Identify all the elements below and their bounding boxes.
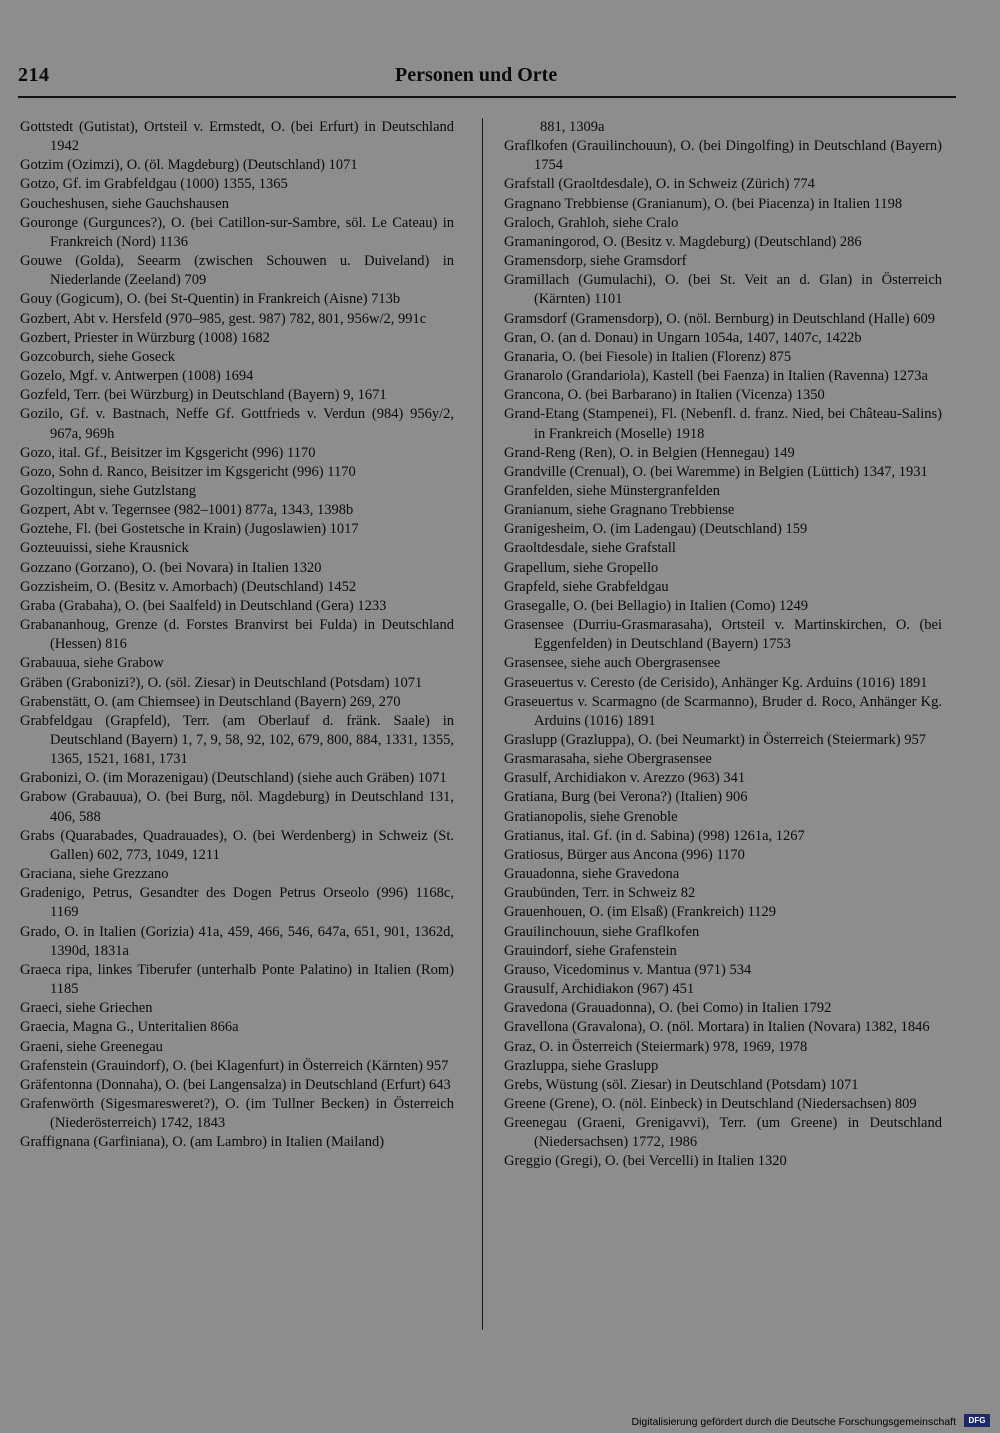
index-entry: Greene (Grene), O. (nöl. Einbeck) in Deutschland (Niedersachsen) 809 [504, 1095, 917, 1112]
index-entry: Graloch, Grahloh, siehe Cralo [504, 214, 679, 231]
index-entry: Granaria, O. (bei Fiesole) in Italien (Florenz) 875 [504, 348, 792, 365]
index-entry: Greenegau (Graeni, Grenigavvi), Terr. (um Greene) in Deutschland (Niedersachsen) 1772, 1986 [504, 1115, 942, 1151]
digitization-credit: Digitalisierung gefördert durch die Deutsche Forschungsgemeinschaft [631, 1416, 956, 1428]
header-rule [18, 96, 956, 98]
index-entry: Graffignana (Garfiniana), O. (am Lambro) in Italien (Mailand) [20, 1134, 385, 1151]
index-entry: Graecia, Magna G., Unteritalien 866a [20, 1019, 239, 1036]
column-divider [482, 118, 483, 1330]
index-entry: Gouy (Gogicum), O. (bei St-Quentin) in Frankreich (Aisne) 713b [20, 291, 401, 308]
index-entry: Gottstedt (Gutistat), Ortsteil v. Ermstedt, O. (bei Erfurt) in Deutschland 1942 [20, 119, 454, 155]
index-entry: Grazluppa, siehe Graslupp [504, 1057, 659, 1074]
index-entry: Graeci, siehe Griechen [20, 1000, 153, 1017]
index-entry: Gozoltingun, siehe Gutzlstang [20, 482, 196, 499]
index-entry: Granianum, siehe Gragnano Trebbiense [504, 502, 735, 519]
index-entry: Gräfentonna (Donnaha), O. (bei Langensalza) in Deutschland (Erfurt) 643 [20, 1076, 451, 1093]
index-entry: Greggio (Gregi), O. (bei Vercelli) in Italien 1320 [504, 1153, 787, 1170]
index-entry: Graubünden, Terr. in Schweiz 82 [504, 885, 696, 902]
index-entry: Grebs, Wüstung (söl. Ziesar) in Deutschland (Potsdam) 1071 [504, 1076, 859, 1093]
index-entry: Gotzim (Ozimzi), O. (öl. Magdeburg) (Deutschland) 1071 [20, 157, 358, 174]
index-entry: Grausulf, Archidiakon (967) 451 [504, 981, 695, 998]
index-entry: Graoltdesdale, siehe Grafstall [504, 540, 676, 557]
index-entry: Gramsdorf (Gramensdorp), O. (nöl. Bernburg) in Deutschland (Halle) 609 [504, 310, 935, 327]
index-entry: Gradenigo, Petrus, Gesandter des Dogen Petrus Orseolo (996) 1168c, 1169 [20, 885, 454, 921]
index-entry: Gozo, Sohn d. Ranco, Beisitzer im Kgsgericht (996) 1170 [20, 463, 356, 480]
index-entry: Gozcoburch, siehe Goseck [20, 348, 176, 365]
index-entry: Graeni, siehe Greenegau [20, 1038, 163, 1055]
index-entry: Grauilinchouun, siehe Graflkofen [504, 923, 700, 940]
index-entry: Grabonizi, O. (im Morazenigau) (Deutschland) (siehe auch Gräben) 1071 [20, 770, 447, 787]
index-entry: Gravedona (Grauadonna), O. (bei Como) in Italien 1792 [504, 1000, 832, 1017]
index-entry: Gouronge (Gurgunces?), O. (bei Catillon-sur-Sambre, söl. Le Cateau) in Frankreich (Nord) 1136 [20, 214, 454, 250]
index-entry: Gramaningorod, O. (Besitz v. Magdeburg) (Deutschland) 286 [504, 233, 862, 250]
index-entry: Goucheshusen, siehe Gauchshausen [20, 195, 229, 212]
index-entry: Grabfeldgau (Grapfeld), Terr. (am Oberlauf d. fränk. Saale) in Deutschland (Bayern) 1, 7, 9, 58, 92, 102, 679, 800, 884, 1331, 1355, 1365, 1521, 1681, 1731 [20, 712, 454, 768]
index-entry: Gratianopolis, siehe Grenoble [504, 808, 678, 825]
index-entry: Gozbert, Abt v. Hersfeld (970–985, gest. 987) 782, 801, 956w/2, 991c [20, 310, 427, 327]
index-entry: Gramillach (Gumulachi), O. (bei St. Veit an d. Glan) in Österreich (Kärnten) 1101 [504, 272, 942, 308]
index-entry: Grabenstätt, O. (am Chiemsee) in Deutschland (Bayern) 269, 270 [20, 693, 401, 710]
index-entry: Gran, O. (an d. Donau) in Ungarn 1054a, 1407, 1407c, 1422b [504, 329, 862, 346]
index-entry: Grauadonna, siehe Gravedona [504, 866, 680, 883]
index-entry: Graeca ripa, linkes Tiberufer (unterhalb Ponte Palatino) in Italien (Rom) 1185 [20, 961, 454, 998]
index-entry: Gozfeld, Terr. (bei Würzburg) in Deutschland (Bayern) 9, 1671 [20, 387, 387, 404]
index-entry: Grasulf, Archidiakon v. Arezzo (963) 341 [504, 770, 746, 787]
index-entry: Grand-Etang (Stampenei), Fl. (Nebenfl. d. franz. Nied, bei Château-Salins) in Frankreich (Moselle) 1918 [504, 406, 942, 442]
index-column-right [504, 118, 942, 1172]
index-entry: Graslupp (Grazluppa), O. (bei Neumarkt) in Österreich (Steiermark) 957 [504, 732, 926, 748]
index-entry: Gravellona (Gravalona), O. (nöl. Mortara) in Italien (Novara) 1382, 1846 [504, 1019, 930, 1036]
index-entry: Grand-Reng (Ren), O. in Belgien (Hennegau) 149 [504, 444, 795, 461]
index-entry: Gratianus, ital. Gf. (in d. Sabina) (998) 1261a, 1267 [504, 827, 805, 844]
running-head: Personen und Orte [395, 64, 558, 86]
index-entry: Gozzano (Gorzano), O. (bei Novara) in Italien 1320 [20, 559, 322, 576]
index-entry: Gratiosus, Bürger aus Ancona (996) 1170 [504, 846, 745, 863]
index-column-left [20, 118, 454, 1152]
index-entry: Grabananhoug, Grenze (d. Forstes Branvirst bei Fulda) in Deutschland (Hessen) 816 [20, 617, 454, 653]
index-entry: Granigesheim, O. (im Ladengau) (Deutschland) 159 [504, 521, 808, 538]
index-entry: Gouwe (Golda), Seearm (zwischen Schouwen u. Duiveland) in Niederlande (Zeeland) 709 [20, 253, 454, 289]
index-entry: Grado, O. in Italien (Gorizia) 41a, 459, 466, 546, 647a, 651, 901, 1362d, 1390d, 1831a [20, 923, 454, 959]
index-entry: Goztehe, Fl. (bei Gostetsche in Krain) (Jugoslawien) 1017 [20, 521, 359, 538]
index-entry-continuation: 881, 1309a [540, 119, 605, 135]
index-entry: Granfelden, siehe Münstergranfelden [504, 482, 720, 499]
index-entry: Grasegalle, O. (bei Bellagio) in Italien (Como) 1249 [504, 597, 809, 614]
index-entry: Grapellum, siehe Gropello [504, 559, 659, 576]
index-entry: Graseuertus v. Scarmagno (de Scarmanno), Bruder d. Roco, Anhänger Kg. Arduins (1016) 1891 [504, 693, 942, 729]
index-entry: Gozilo, Gf. v. Bastnach, Neffe Gf. Gottfrieds v. Verdun (984) 956y/2, 967a, 969h [20, 406, 454, 442]
page-number: 214 [18, 64, 50, 86]
index-entry: Grabs (Quarabades, Quadrauades), O. (bei Werdenberg) in Schweiz (St. Gallen) 602, 773, 1049, 1211 [20, 827, 454, 863]
index-entry: Grauindorf, siehe Grafenstein [504, 942, 677, 959]
index-entry: Gozo, ital. Gf., Beisitzer im Kgsgericht (996) 1170 [20, 444, 316, 461]
index-entry: Graciana, siehe Grezzano [20, 866, 169, 883]
index-entry: Grauso, Vicedominus v. Mantua (971) 534 [504, 961, 752, 978]
index-entry: Grandville (Crenual), O. (bei Waremme) in Belgien (Lüttich) 1347, 1931 [504, 463, 928, 480]
index-entry: Gozbert, Priester in Würzburg (1008) 1682 [20, 329, 270, 346]
index-entry: Gragnano Trebbiense (Granianum), O. (bei Piacenza) in Italien 1198 [504, 195, 903, 212]
index-entry: Grasensee (Durriu-Grasmarasaha), Ortsteil v. Martinskirchen, O. (bei Eggenfelden) in Deutschland (Bayern) 1753 [504, 617, 942, 653]
dfg-logo: DFG [964, 1414, 990, 1427]
index-entry: Grasensee, siehe auch Obergrasensee [504, 655, 721, 672]
index-entry: Gozteuuissi, siehe Krausnick [20, 540, 189, 557]
index-entry: Gozelo, Mgf. v. Antwerpen (1008) 1694 [20, 368, 254, 385]
index-entry: Granarolo (Grandariola), Kastell (bei Faenza) in Italien (Ravenna) 1273a [504, 368, 928, 385]
index-entry: Grapfeld, siehe Grabfeldgau [504, 578, 669, 595]
index-entry: Gratiana, Burg (bei Verona?) (Italien) 906 [504, 789, 748, 806]
index-entry: Grabow (Grabauua), O. (bei Burg, nöl. Magdeburg) in Deutschland 131, 406, 588 [20, 789, 454, 825]
index-entry: Grafenstein (Grauindorf), O. (bei Klagenfurt) in Österreich (Kärnten) 957 [20, 1057, 449, 1074]
index-entry: Grasmarasaha, siehe Obergrasensee [504, 751, 712, 768]
index-entry: Graba (Grabaha), O. (bei Saalfeld) in Deutschland (Gera) 1233 [20, 597, 387, 614]
index-entry: Gotzo, Gf. im Grabfeldgau (1000) 1355, 1365 [20, 176, 288, 193]
index-entry: Graflkofen (Grauilinchouun), O. (bei Dingolfing) in Deutschland (Bayern) 1754 [504, 138, 942, 174]
index-entry: Gräben (Grabonizi?), O. (söl. Ziesar) in Deutschland (Potsdam) 1071 [20, 674, 423, 691]
index-entry: Gramensdorp, siehe Gramsdorf [504, 253, 687, 270]
index-entry: Grafstall (Graoltdesdale), O. in Schweiz (Zürich) 774 [504, 176, 815, 193]
index-entry: Grancona, O. (bei Barbarano) in Italien (Vicenza) 1350 [504, 387, 825, 404]
index-entry: Gozzisheim, O. (Besitz v. Amorbach) (Deutschland) 1452 [20, 578, 357, 595]
index-entry: Grabauua, siehe Grabow [20, 655, 164, 672]
index-entry: Grauenhouen, O. (im Elsaß) (Frankreich) 1129 [504, 904, 777, 921]
index-entry: Graz, O. in Österreich (Steiermark) 978, 1969, 1978 [504, 1038, 808, 1055]
index-entry: Gozpert, Abt v. Tegernsee (982–1001) 877a, 1343, 1398b [20, 502, 354, 519]
index-entry: Graseuertus v. Ceresto (de Cerisido), Anhänger Kg. Arduins (1016) 1891 [504, 674, 928, 691]
index-entry: Grafenwörth (Sigesmaresweret?), O. (im Tullner Becken) in Österreich (Niederösterreich) 1742, 1843 [20, 1095, 454, 1132]
